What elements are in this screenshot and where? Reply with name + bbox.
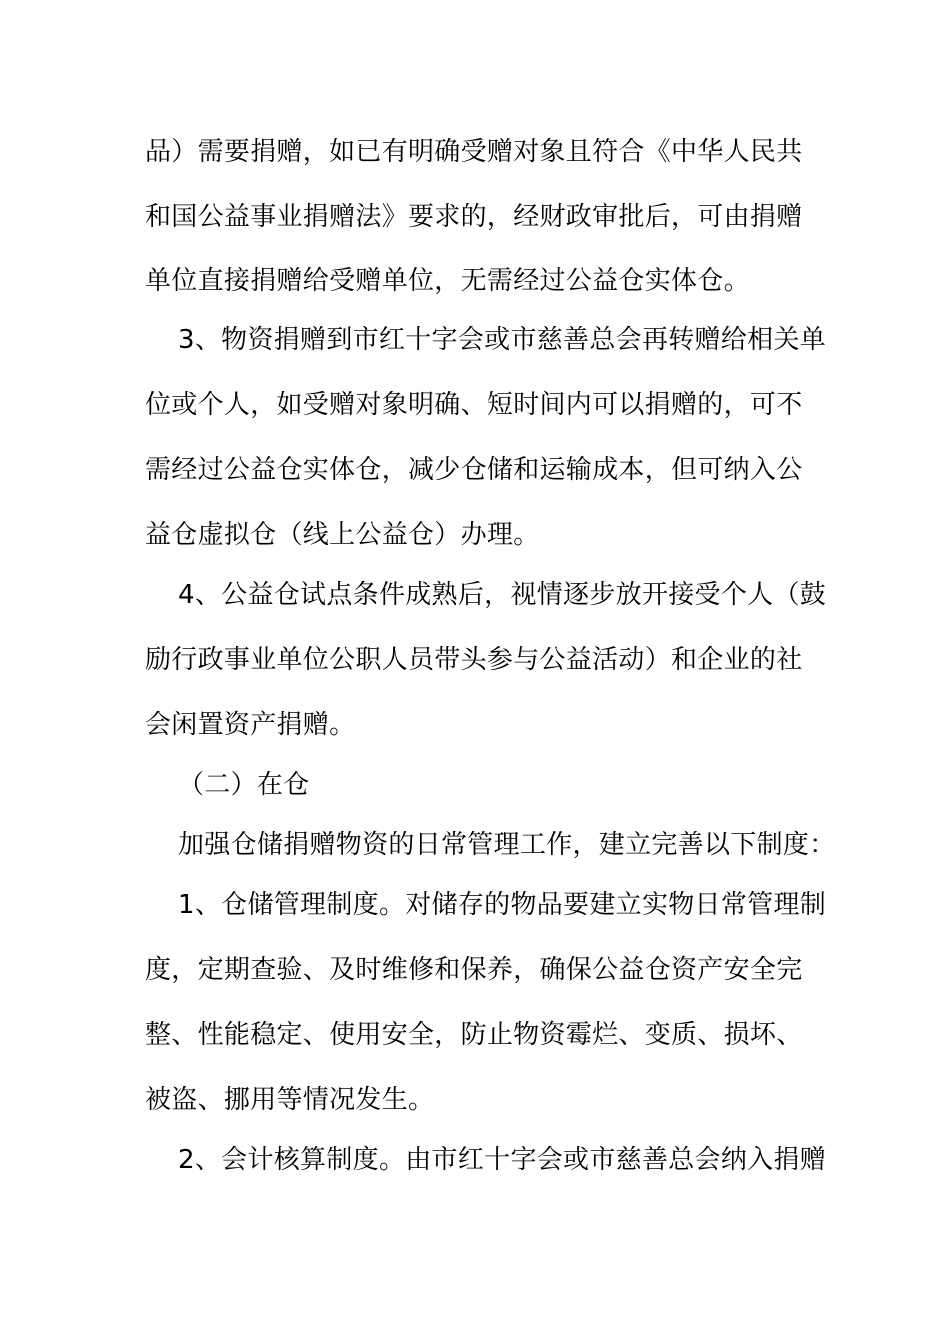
text-line: 单位直接捐赠给受赠单位，无需经过公益仓实体仓。 [145,266,750,296]
text-line: 需经过公益仓实体仓，减少仓储和运输成本，但可纳入公 [145,455,803,485]
paragraph-start-line: 4、公益仓试点条件成熟后，视情逐步放开接受个人（鼓 [178,580,827,610]
text-line: 整、性能稳定、使用安全，防止物资霉烂、变质、损坏、 [145,1020,803,1050]
text-line: 品）需要捐赠，如已有明确受赠对象且符合《中华人民共 [145,137,803,167]
text-line: 被盗、挪用等情况发生。 [145,1085,435,1115]
paragraph-start-line: 2、会计核算制度。由市红十字会或市慈善总会纳入捐赠 [178,1145,827,1175]
section-heading: （二）在仓 [178,770,310,800]
text-line: 度，定期查验、及时维修和保养，确保公益仓资产安全完 [145,955,803,985]
paragraph-start-line: 1、仓储管理制度。对储存的物品要建立实物日常管理制 [178,890,827,920]
text-line: 和国公益事业捐赠法》要求的，经财政审批后，可由捐赠 [145,202,803,232]
paragraph-start-line: 3、物资捐赠到市红十字会或市慈善总会再转赠给相关单 [178,325,827,355]
text-line: 位或个人，如受赠对象明确、短时间内可以捐赠的，可不 [145,390,803,420]
text-line: 会闲置资产捐赠。 [145,710,356,740]
text-line: 益仓虚拟仓（线上公益仓）办理。 [145,520,540,550]
paragraph-start-line: 加强仓储捐赠物资的日常管理工作，建立完善以下制度： [178,830,836,860]
text-line: 励行政事业单位公职人员带头参与公益活动）和企业的社 [145,645,803,675]
